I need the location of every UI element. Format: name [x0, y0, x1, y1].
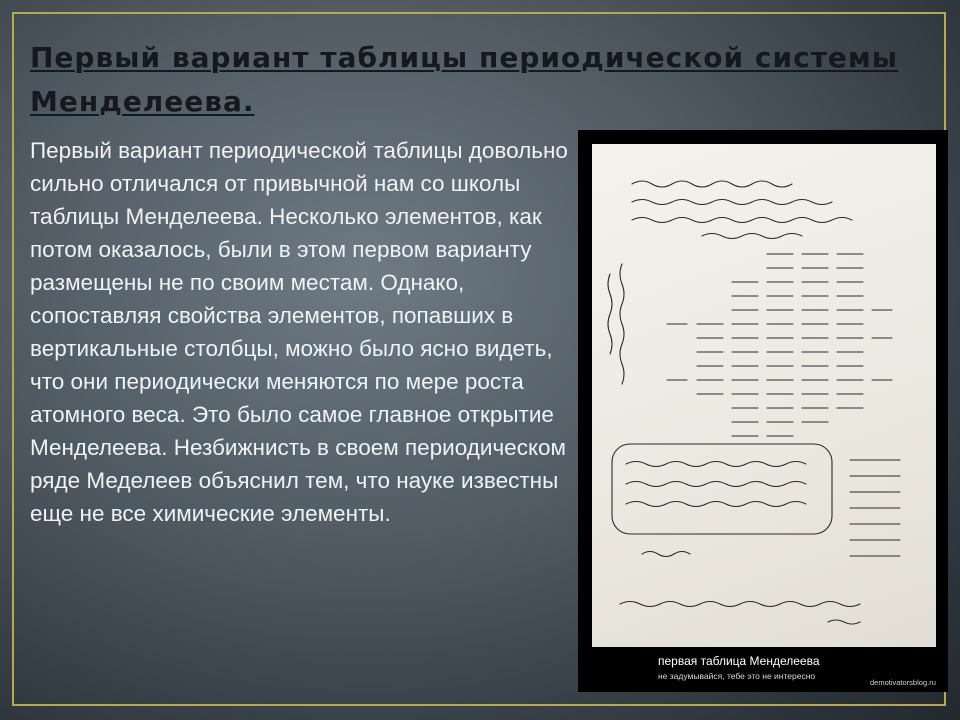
slide-body-text: Первый вариант периодической таблицы довольно сильно отличался от привычной нам со школы таблицы Менделеева. Несколько элементов, как потом оказалось, были в этом первом варианту размещены не по своим местам. Однако, сопоставляя свойства элементов, попавших в вертикальные столбцы, можно было ясно видеть, что они периодически меняются по мере роста атомного веса. Это было самое главное открытие Менделеева. Незбижнисть в своем периодическом ряде Меделеев объяснил тем, что науке известны еще не все химические элементы.: [30, 138, 568, 526]
table-columns: [667, 254, 892, 436]
handwriting-illustration: [592, 144, 936, 647]
photo-caption: первая таблица Менделеева: [658, 654, 820, 668]
manuscript-photo: [578, 130, 948, 692]
manuscript-paper: [592, 144, 936, 647]
watermark: demotivatorsblog.ru: [870, 678, 936, 687]
photo-caption-sub: не задумывайся, тебе это не интересно: [658, 671, 816, 681]
boxed-note: [612, 444, 832, 534]
slide-title: Первый вариант таблицы периодической системы Менделеева.: [30, 41, 899, 118]
